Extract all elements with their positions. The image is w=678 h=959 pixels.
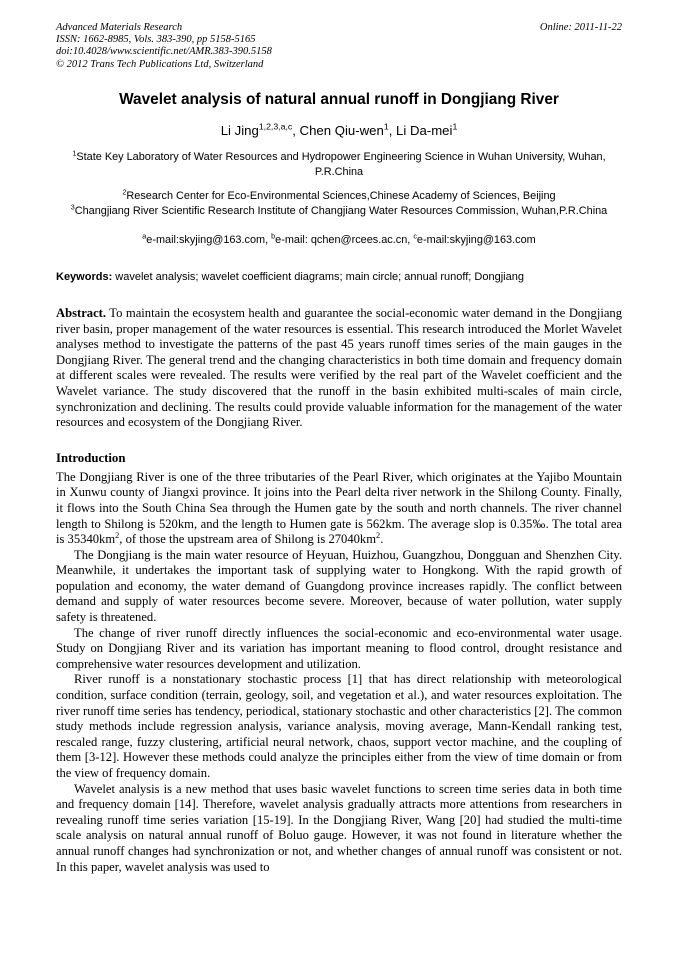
area-unit-superscript: 2 (376, 530, 381, 540)
author-list (56, 122, 622, 139)
affiliation-text: Changjiang River Scientific Research Institute of Changjiang Water Resources Commission, Wuhan,P.R.China (74, 204, 608, 217)
email-marker: b (271, 231, 276, 241)
doi-line: doi:10.4028/www.scientific.net/AMR.383-390.5158 (56, 46, 272, 58)
page-title: Wavelet analysis of natural annual runoff in Dongjiang River (119, 91, 559, 108)
intro-paragraph-5: Wavelet analysis is a new method that uses basic wavelet functions to screen time series data in both time and frequency domain [14]. Therefore, wavelet analysis gradually attracts more attentions from researchers in revealing runoff time series variation [15-19]. In the Dongjiang River, Wang [20] had studied the multi-time scale analysis on natural annual runoff of Boluo gauge. However, it was not found in literature whether the annual runoff changes had synchronization or not, and whether changes of annual runoff was consistent or not. In this paper, wavelet analysis was used to (56, 781, 622, 874)
area-unit-superscript: 2 (115, 530, 120, 540)
author-1-name: Li Jing (220, 123, 259, 138)
email-address: e-mail: qchen@rcees.ac.cn, (275, 234, 414, 247)
intro-paragraph-4: River runoff is a nonstationary stochastic process [1] that has direct relationship with meteorological condition, surface condition (terrain, geology, soil, and vegetation et al.), and water resources exploitation. The river runoff time series has tendency, periodical, stationary stochastic and other characteristics [2]. The common study methods include regression analysis, variance analysis, moving average, Mann-Kendall ranking test, rescaled range, fuzzy clustering, artificial neural network, chaos, support vector machine, and the coupling of them [3-12]. However these methods could analyze the principles either from the view of time domain or from the view of frequency domain. (56, 672, 622, 780)
author-separator-1: , (292, 123, 300, 138)
affiliation-marker: 1 (72, 148, 77, 158)
author-2-affiliation-marker: 1 (383, 121, 389, 132)
abstract (56, 306, 622, 431)
author-separator-2: , (388, 123, 397, 138)
issn-line: ISSN: 1662-8985, Vols. 383-390, pp 5158-5165 (56, 34, 256, 46)
author-3-affiliation-marker: 1 (452, 121, 458, 132)
journal-name: Advanced Materials Research (56, 22, 183, 33)
email-marker: c (413, 231, 417, 241)
masthead (56, 22, 622, 76)
email-list (56, 233, 622, 248)
intro-paragraph-1-part-3: . (380, 532, 384, 547)
author-1-affiliation-marker: 1,2,3,a,c (258, 121, 293, 132)
intro-paragraph-1-part-2: , of those the upstream area of Shilong is 27040km (119, 532, 377, 547)
online-date: Online: 2011-11-22 (539, 22, 622, 33)
affiliation-list (56, 150, 622, 218)
section-heading-introduction: Introduction (56, 450, 126, 465)
abstract-text: To maintain the ecosystem health and guarantee the social-economic water demand in the Dongjiang river basin, proper management of the water resources is essential. This research introduced the Morlet Wavelet analyses method to investigate the patterns of the past 45 years runoff times series of the main gauges in the Dongjiang River. The general trend and the changing characteristics in both time domain and frequency domain at different scales were revealed. The results were verified by the real part of the Wavelet coefficient and the Wavelet variance. The study discovered that the runoff in the basin exhibited multi-scales of main circle, synchronization and declining. The results could provide valuable information for the management of the water resources and ecosystem of the Dongjiang River. (56, 305, 622, 430)
abstract-label: Abstract. (56, 305, 107, 320)
affiliation-item (56, 189, 622, 204)
intro-paragraph-1 (56, 470, 622, 548)
intro-paragraph-2: The Dongjiang is the main water resource of Heyuan, Huizhou, Guangzhou, Dongguan and Shenzhen City. Meanwhile, it undertakes the important task of supplying water to Hongkong. With the rapid growth of population and economy, the water demand of Guangdong province increases rapidly. The conflict between demand and supply of water resources become severe. Moreover, because of water pollution, water supply safety is threatened. (56, 547, 622, 625)
copyright-line: © 2012 Trans Tech Publications Ltd, Switzerland (56, 58, 264, 70)
email-address: e-mail:skyjing@163.com (416, 234, 536, 247)
affiliation-text: Research Center for Eco-Environmental Sciences,Chinese Academy of Sciences, Beijing (126, 190, 556, 203)
affiliation-item (56, 204, 622, 219)
keywords-label: Keywords: (56, 270, 113, 283)
affiliation-marker: 3 (70, 202, 75, 212)
affiliation-text: State Key Laboratory of Water Resources and Hydropower Engineering Science in Wuhan University, Wuhan, P.R.China (76, 151, 606, 178)
keywords-line (56, 270, 622, 285)
keywords-text: wavelet analysis; wavelet coefficient diagrams; main circle; annual runoff; Dongjiang (112, 270, 524, 283)
author-3-name: Li Da-mei (396, 123, 453, 138)
intro-paragraph-3: The change of river runoff directly influences the social-economic and eco-environmental water usage. Study on Dongjiang River and its variation has important meaning to flood control, drought resistance and comprehensive water resources development and utilization. (56, 625, 622, 671)
author-2-name: Chen Qiu-wen (299, 123, 384, 138)
intro-paragraph-1-part-1: The Dongjiang River is one of the three tributaries of the Pearl River, which originates at the Yajibo Mountain in Xunwu county of Jiangxi province. It joins into the Pearl delta river network in the Shilong County. Finally, it flows into the South China Sea through the Humen gate by the south and north channels. The river channel length to Shilong is 520km, and the length to Humen gate is 562km. The average slop is 0.35‰. The total area is 35340km (56, 469, 622, 547)
email-marker: a (142, 231, 147, 241)
affiliation-item (56, 150, 622, 179)
affiliation-marker: 2 (122, 187, 127, 197)
email-address: e-mail:skyjing@163.com, (146, 234, 272, 247)
